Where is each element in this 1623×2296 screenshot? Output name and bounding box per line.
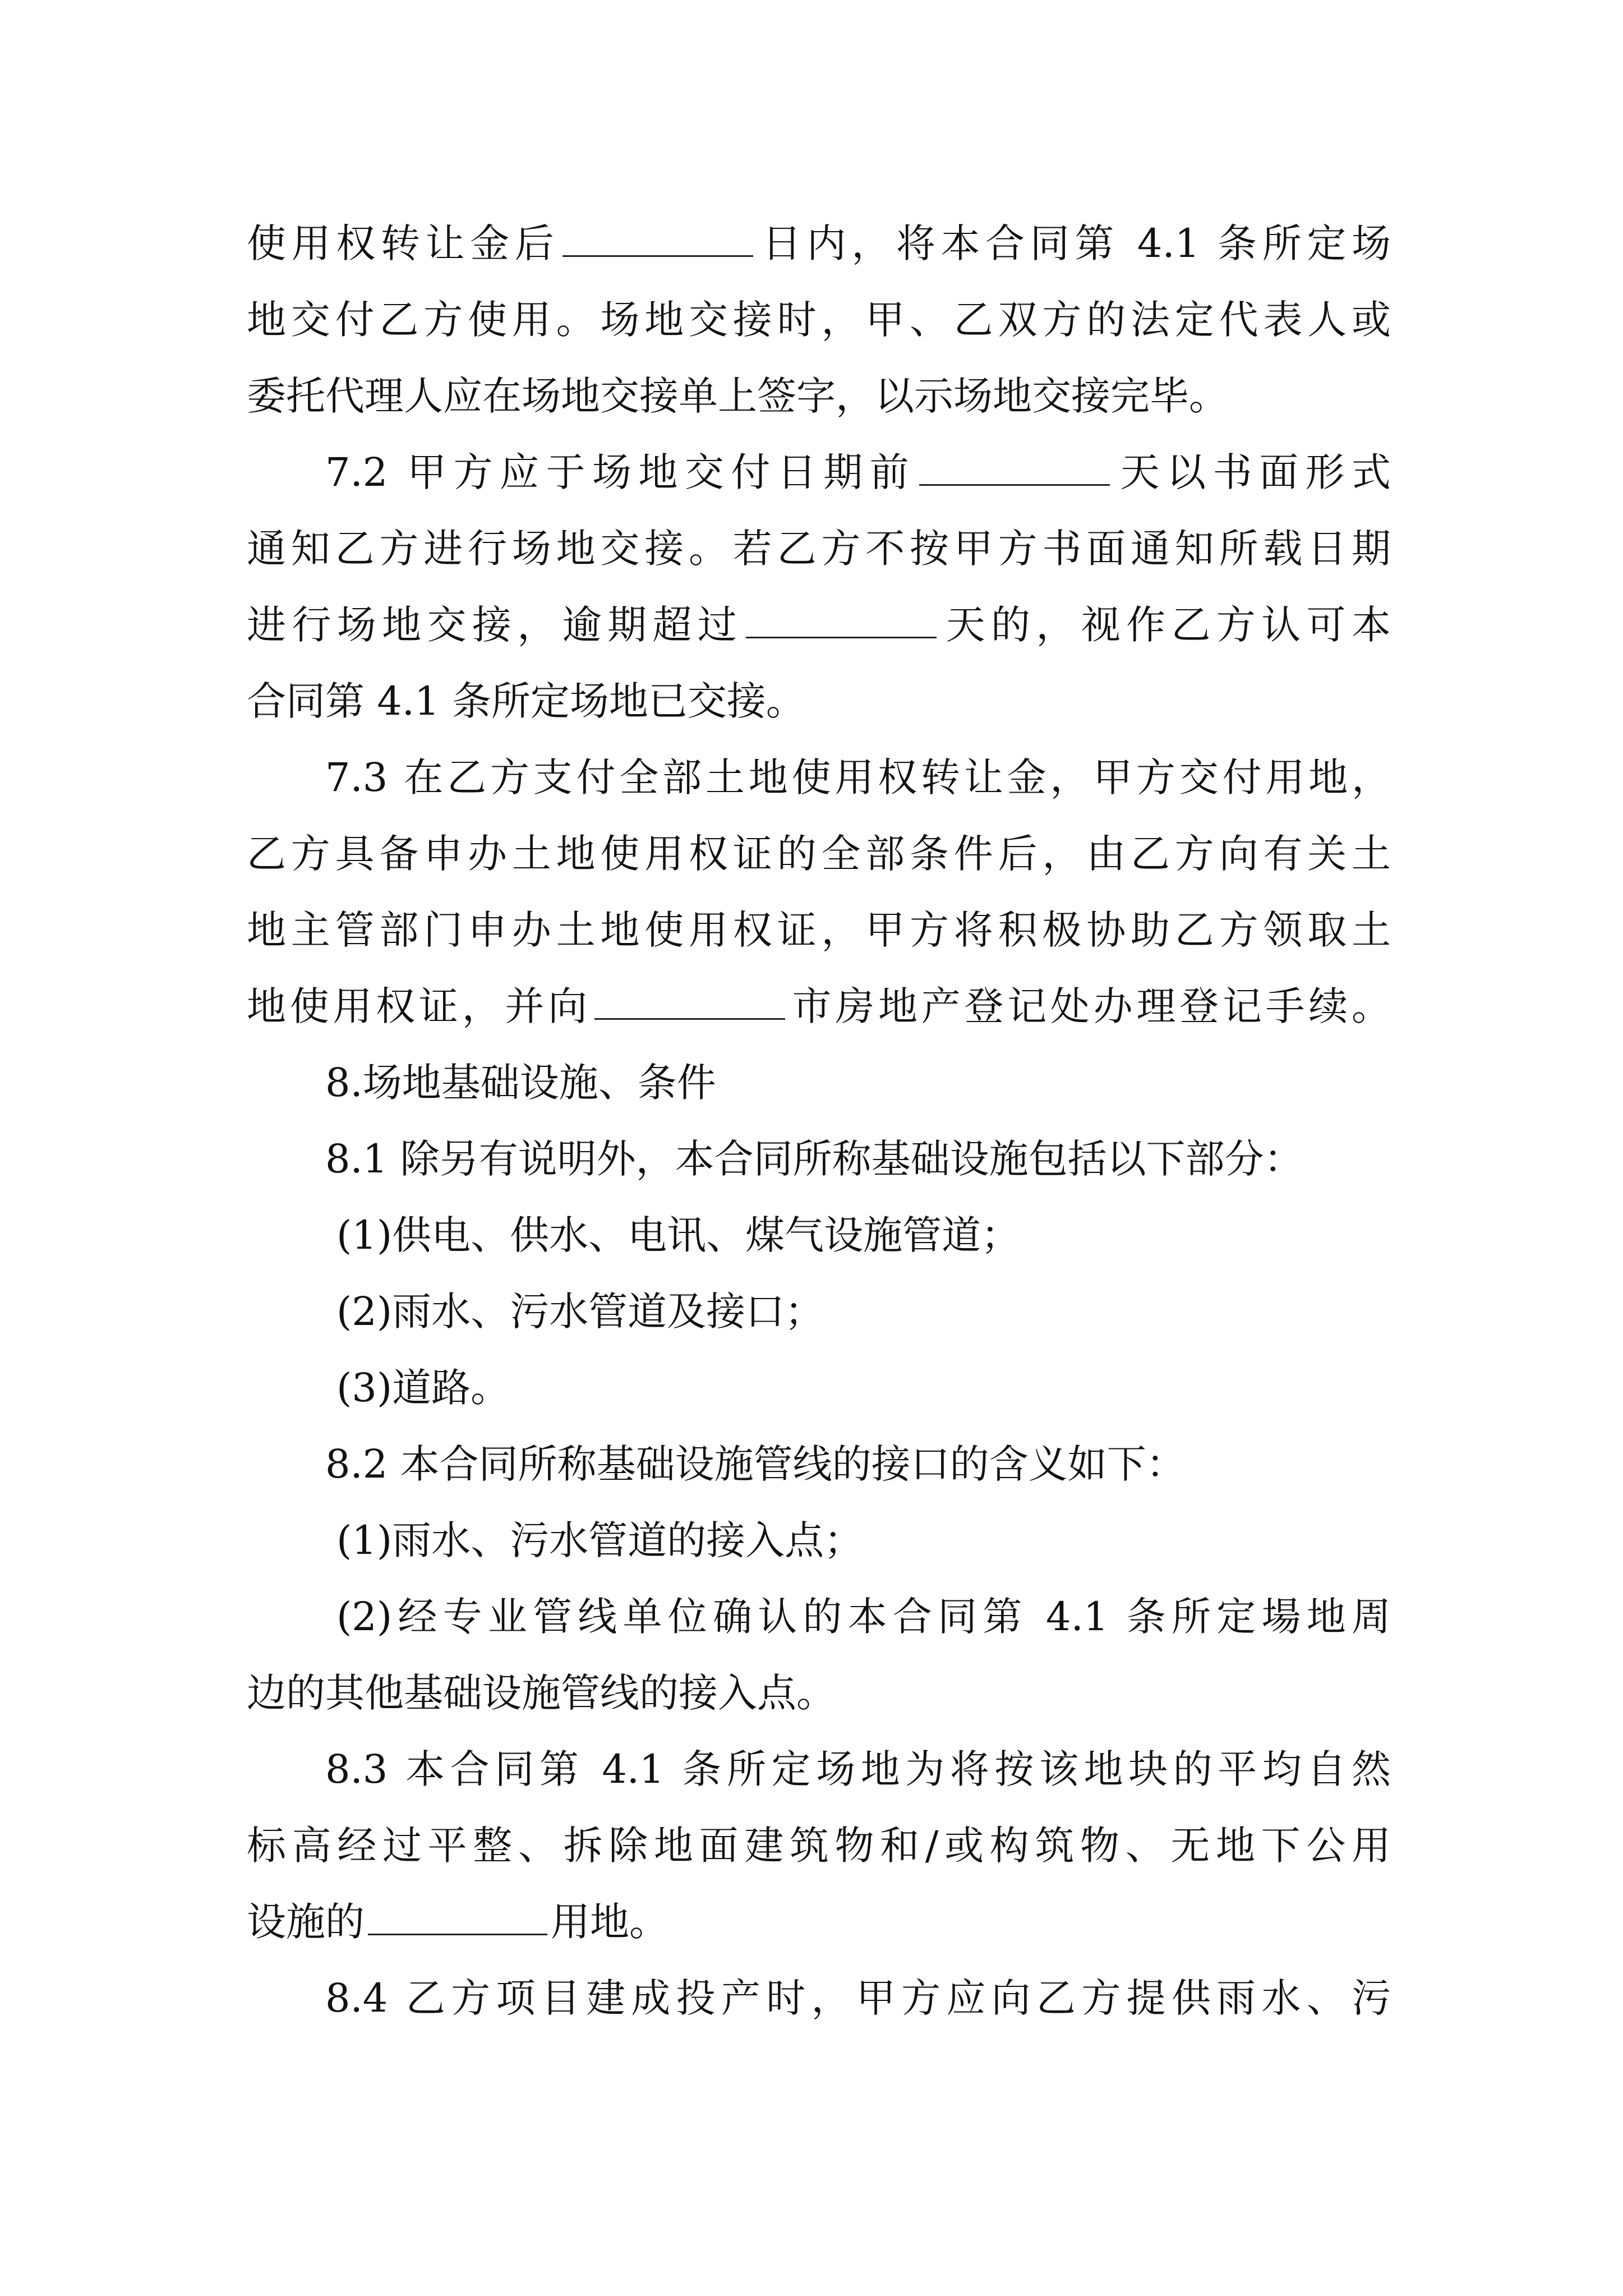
list-item: (1)供电、供水、电讯、煤气设施管道；	[336, 1212, 1021, 1258]
section-heading-8: 8.场地基础设施、条件	[325, 1060, 716, 1106]
list-item: (3)道路。	[336, 1365, 510, 1411]
fill-in-blank[interactable]	[919, 450, 1110, 486]
text-line: 边的其他基础设施管线的接入点。	[247, 1670, 836, 1716]
text-line: 委托代理人应在场地交接单上签字，以示场地交接完毕。	[247, 373, 1228, 419]
list-item: (2)雨水、污水管道及接口；	[336, 1289, 824, 1335]
clause-8-2: 8.2 本合同所称基础设施管线的接口的含义如下：	[325, 1441, 1186, 1487]
list-item: (1)雨水、污水管道的接入点；	[336, 1517, 864, 1563]
text-line: 标高经过平整、拆除地面建筑物和/或构筑物、无地下公用	[247, 1823, 1391, 1869]
fill-in-blank[interactable]	[562, 222, 753, 257]
text-line: 设施的 用地。	[247, 1899, 668, 1945]
text-line: 进行场地交接，逾期超过 天的，视作乙方认可本	[247, 602, 1391, 648]
text-line: 地交付乙方使用。场地交接时，甲、乙双方的法定代表人或	[247, 297, 1391, 343]
fill-in-blank[interactable]	[594, 984, 785, 1020]
text-line: 乙方具备申办土地使用权证的全部条件后，由乙方向有关土	[247, 831, 1391, 877]
clause-7-3: 7.3 在乙方支付全部土地使用权转让金，甲方交付用地，	[325, 754, 1391, 800]
clause-8-3: 8.3 本合同第 4.1 条所定场地为将按该地块的平均自然	[325, 1746, 1391, 1792]
list-item: (2)经专业管线单位确认的本合同第 4.1 条所定場地周	[336, 1594, 1391, 1640]
document-body	[247, 205, 1391, 2036]
fill-in-blank[interactable]	[368, 1900, 547, 1935]
text-line: 通知乙方进行场地交接。若乙方不按甲方书面通知所载日期	[247, 526, 1391, 572]
text-line: 使用权转让金后 日内，将本合同第 4.1 条所定场	[247, 220, 1391, 266]
clause-8-1: 8.1 除另有说明外，本合同所称基础设施包括以下部分：	[325, 1136, 1303, 1182]
clause-7-2: 7.2 甲方应于场地交付日期前 天以书面形式	[325, 449, 1391, 495]
text-line: 合同第 4.1 条所定场地已交接。	[247, 678, 805, 724]
clause-8-4: 8.4 乙方项目建成投产时，甲方应向乙方提供雨水、污	[325, 1975, 1391, 2021]
text-line: 地使用权证，并向 市房地产登记处办理登记手续。	[247, 983, 1391, 1029]
fill-in-blank[interactable]	[746, 603, 937, 638]
text-line: 地主管部门申办土地使用权证，甲方将积极协助乙方领取土	[247, 907, 1391, 953]
